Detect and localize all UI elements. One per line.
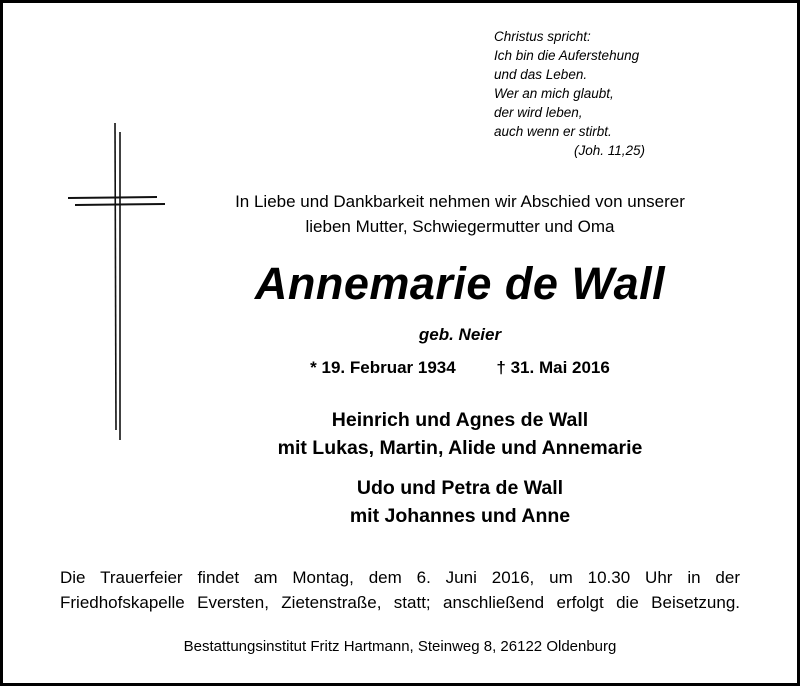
bible-quote — [494, 27, 645, 160]
quote-reference: (Joh. 11,25) — [574, 143, 646, 158]
quote-line: auch wenn er stirbt. — [494, 124, 612, 139]
family-line: mit Johannes und Anne — [349, 505, 571, 527]
service-info — [60, 565, 740, 615]
family-line: mit Lukas, Martin, Alide und Annemarie — [277, 437, 643, 459]
service-line: Die Trauerfeier findet am Montag, dem 6. Juni 2016, um 10.30 Uhr in der — [60, 568, 740, 587]
intro-text — [180, 189, 740, 239]
intro-line: In Liebe und Dankbarkeit nehmen wir Abschied von unserer — [235, 192, 685, 211]
quote-line: Wer an mich glaubt, — [494, 86, 614, 101]
life-dates — [180, 358, 740, 378]
quote-line: Christus spricht: — [494, 29, 591, 44]
quote-line: der wird leben, — [494, 105, 583, 120]
quote-line: Ich bin die Auferstehung — [494, 48, 640, 63]
maiden-name: geb. Neier — [418, 325, 502, 344]
family-line: Heinrich und Agnes de Wall — [331, 409, 589, 431]
family-list — [180, 406, 740, 530]
intro-line: lieben Mutter, Schwiegermutter und Oma — [305, 217, 615, 236]
family-line: Udo und Petra de Wall — [356, 477, 564, 499]
quote-line: und das Leben. — [494, 67, 588, 82]
deceased-name: Annemarie de Wall — [254, 258, 666, 309]
birth-date: * 19. Februar 1934 — [310, 358, 456, 377]
death-date: † 31. Mai 2016 — [496, 358, 610, 377]
undertaker-info: Bestattungsinstitut Fritz Hartmann, Steinweg 8, 26122 Oldenburg — [183, 638, 617, 655]
service-line: Friedhofskapelle Eversten, Zietenstraße, statt; anschließend erfolgt die Beisetzung. — [60, 593, 740, 612]
